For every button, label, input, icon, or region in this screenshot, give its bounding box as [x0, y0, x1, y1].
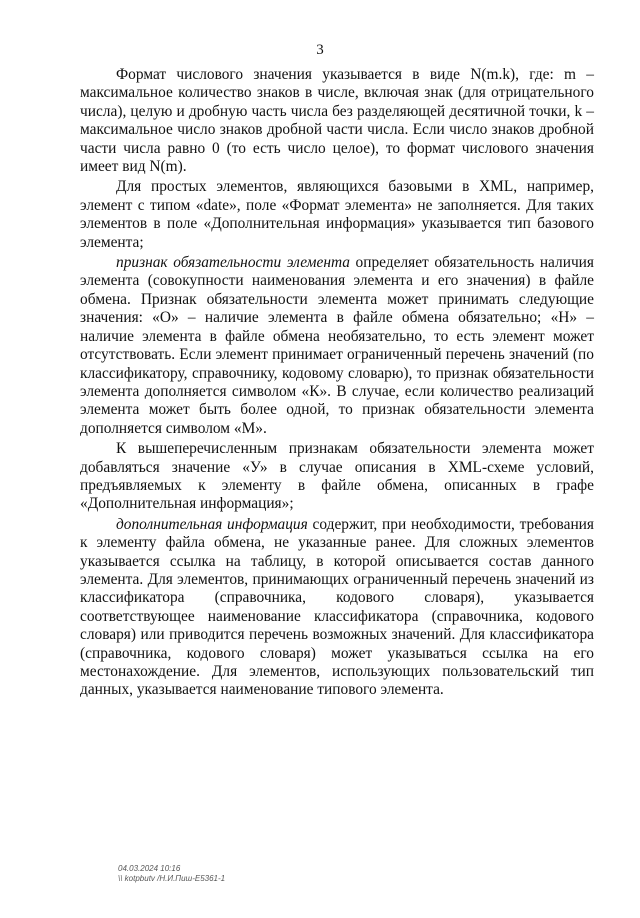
document-body [80, 66, 594, 700]
document-footer-stamp [118, 864, 225, 884]
footer-timestamp: 04.03.2024 10:16 [118, 864, 181, 873]
paragraph-text: Формат числового значения указывается в виде N(m.k), где: m – максимальное количество знаков в числе, включая знак (для отрицательного числа), целую и дробную часть числа без разделяющей десятичной точки, k – максимальное число знаков дробной части числа. Если число знаков дробной части числа равно 0 (то есть число целое), то формат числового значения имеет вид N(m). [80, 66, 594, 176]
paragraph-text: содержит, при необходимости, требования к элементу файла обмена, не указанные ранее. Для сложных элементов указывается ссылка на таблицу, в которой описывается состав данного элемента. Для элементов, принимающих ограниченный перечень значений из классификатора (справочника, кодового словаря), указывается соответствующее наименование классификатора (справочника, кодового словаря) или приводится перечень возможных значений. Для классификатора (справочника, кодового словаря) может указываться ссылка на его местонахождение. Для элементов, использующих пользовательский тип данных, указывается наименование типового элемента. [80, 515, 595, 699]
footer-document-id: \\ kotpbutv /Н.И.Пиш-E5361-1 [118, 874, 226, 883]
paragraph-term: признак обязательности элемента [116, 254, 350, 272]
paragraph-number-format [80, 66, 594, 176]
paragraph-text: определяет обязательность наличия элемента (совокупности наименования элемента и его значения) в файле обмена. Признак обязательности элемента может принимать следующие значения: «О» – наличие элемента в файле обмена обязательно; «Н» – наличие элемента в файле обмена необязательно, то есть элемент может отсутствовать. Если элемент принимает ограниченный перечень значений (по классификатору, справочнику, кодовому словарю), то признак обязательности элемента дополняется символом «К». В случае, если количество реализаций элемента может быть более одной, то признак обязательности элемента дополняется символом «М». [80, 254, 594, 437]
paragraph-condition-flag [80, 440, 594, 514]
paragraph-mandatory-flag [80, 254, 594, 438]
page-number: 3 [316, 42, 324, 58]
paragraph-text: Для простых элементов, являющихся базовыми в XML, например, элемент с типом «date», поле «Формат элемента» не заполняется. Для таких элементов в поле «Дополнительная информация» указывается тип базового элемента; [80, 178, 594, 251]
paragraph-text: К вышеперечисленным признакам обязательности элемента может добавляться значение «У» в случае описания в XML-схеме условий, предъявляемых к элементу в файле обмена, описанных в графе «Дополнительная информация»; [80, 440, 594, 513]
paragraph-additional-info [80, 516, 594, 700]
paragraph-simple-elements [80, 178, 594, 252]
paragraph-term: дополнительная информация [116, 515, 308, 533]
